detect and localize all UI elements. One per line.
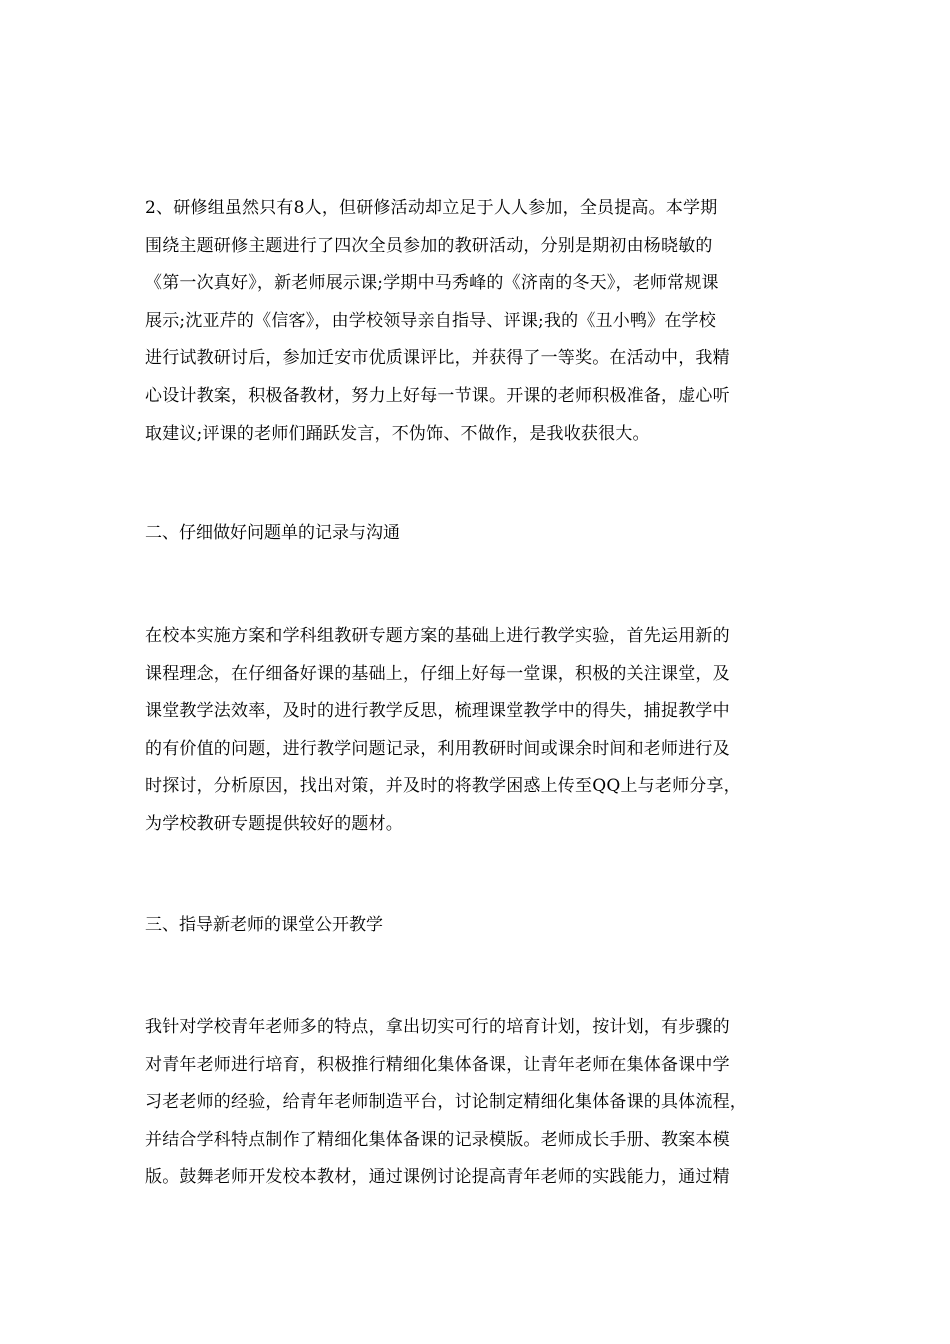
paragraph-line: 进行试教研讨后，参加迁安市优质课评比，并获得了一等奖。在活动中，我精: [145, 348, 730, 369]
paragraph-line: 为学校教研专题提供较好的题材。: [145, 813, 403, 834]
paragraph-line: 在校本实施方案和学科组教研专题方案的基础上进行教学实验，首先运用新的: [145, 626, 730, 646]
section-heading-new-teacher-guidance: 三、指导新老师的课堂公开教学: [145, 915, 383, 935]
paragraph-line: 习老老师的经验，给青年老师制造平台，讨论制定精细化集体备课的具体流程，: [145, 1092, 747, 1113]
paragraph-young-teacher-training: [145, 1009, 809, 1197]
paragraph-line: 的有价值的问题，进行教学问题记录，利用教研时间或课余时间和老师进行及: [145, 738, 730, 759]
paragraph-line: 心设计教案，积极备教材，努力上好每一节课。开课的老师积极准备，虚心听: [145, 385, 730, 406]
section-heading-problem-records: 二、仔细做好问题单的记录与沟通: [145, 523, 400, 543]
paragraph-research-group: [145, 190, 809, 453]
paragraph-line: 《第一次真好》，新老师展示课;学期中马秀峰的《济南的冬天》，老师常规课: [145, 273, 719, 294]
paragraph-line: 课堂教学法效率，及时的进行教学反思，梳理课堂教学中的得失，捕捉教学中: [145, 701, 730, 722]
paragraph-line: 围绕主题研修主题进行了四次全员参加的教研活动，分别是期初由杨晓敏的: [145, 235, 713, 256]
paragraph-line: 对青年老师进行培育，积极推行精细化集体备课，让青年老师在集体备课中学: [145, 1054, 730, 1075]
paragraph-line: 2、研修组虽然只有8人，但研修活动却立足于人人参加，全员提高。本学期: [145, 198, 718, 218]
paragraph-line: 取建议;评课的老师们踊跃发言，不伪饰、不做作，是我收获很大。: [145, 423, 650, 444]
paragraph-line: 展示;沈亚芹的《信客》，由学校领导亲自指导、评课;我的《丑小鸭》在学校: [145, 310, 716, 331]
paragraph-teaching-experiment: [145, 618, 809, 844]
paragraph-line: 版。鼓舞老师开发校本教材，通过课例讨论提高青年老师的实践能力，通过精: [145, 1167, 730, 1188]
paragraph-line: 课程理念，在仔细备好课的基础上，仔细上好每一堂课，积极的关注课堂，及: [145, 663, 730, 684]
paragraph-line: 并结合学科特点制作了精细化集体备课的记录模版。老师成长手册、教案本模: [145, 1129, 730, 1150]
paragraph-line: 我针对学校青年老师多的特点，拿出切实可行的培育计划，按计划，有步骤的: [145, 1017, 730, 1037]
paragraph-line: 时探讨，分析原因，找出对策，并及时的将教学困惑上传至QQ上与老师分享，: [145, 776, 741, 797]
